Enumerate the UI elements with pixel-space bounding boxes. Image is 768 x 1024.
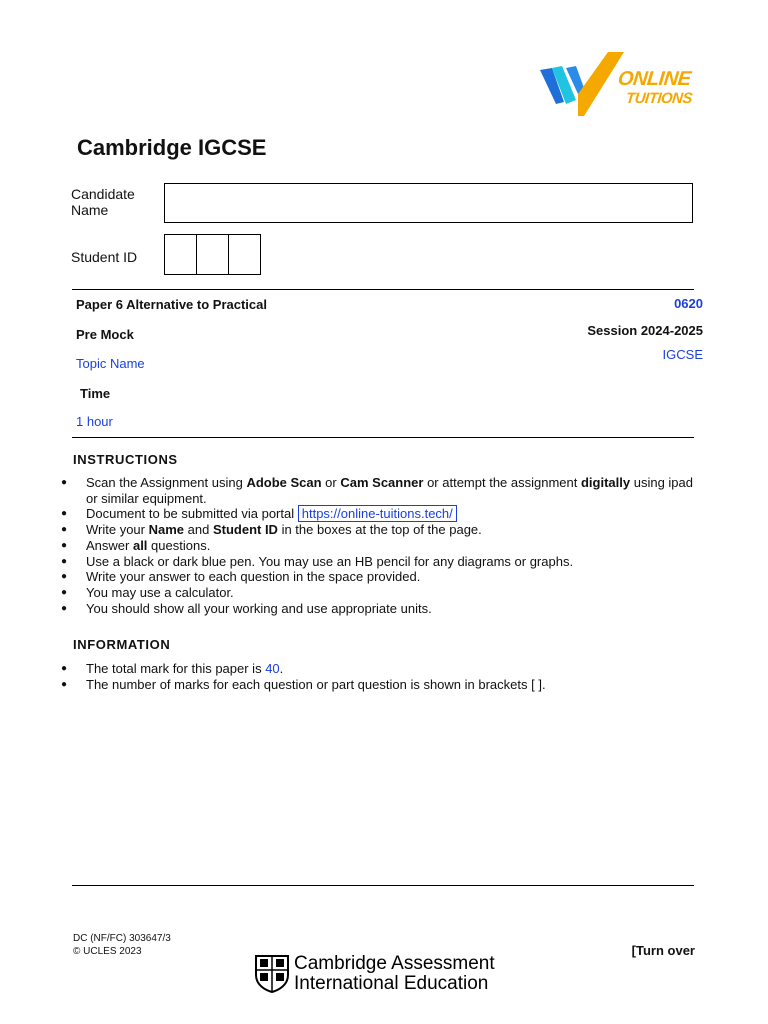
list-item: ● Answer all questions. [61, 537, 211, 553]
bullet-dot-icon: ● [61, 524, 68, 536]
brand-line-1: Cambridge Assessment [294, 953, 495, 974]
bullet-dot-icon: ● [61, 678, 68, 690]
paper-code: 0620 [674, 296, 703, 311]
list-item: ● You may use a calculator. [61, 584, 234, 600]
divider-bottom [72, 885, 694, 886]
candidate-name-field[interactable] [164, 183, 693, 223]
session-label: Session 2024-2025 [587, 323, 703, 338]
paper-title: Paper 6 Alternative to Practical [76, 297, 267, 312]
list-item: ● The number of marks for each question or part question is shown in brackets [ ]. [61, 676, 546, 692]
instructions-heading: INSTRUCTIONS [73, 452, 178, 467]
topic-name: Topic Name [76, 356, 145, 371]
candidate-name-label [71, 186, 135, 218]
student-id-box-1[interactable] [164, 234, 197, 275]
duration-value: 1 hour [76, 414, 113, 429]
student-id-box-2[interactable] [196, 234, 229, 275]
logo-line-1: ONLINE [616, 68, 692, 90]
information-list [58, 661, 698, 692]
student-id-label: Student ID [71, 249, 138, 265]
bullet-dot-icon: ● [61, 555, 68, 567]
portal-link[interactable]: https://online-tuitions.tech/ [298, 505, 457, 522]
candidate-label-line2: Name [71, 202, 109, 218]
bullet-dot-icon: ● [61, 477, 68, 488]
bullet-dot-icon: ● [61, 586, 68, 598]
list-item: ● Write your answer to each question in the space provided. [61, 569, 421, 585]
information-heading: INFORMATION [73, 637, 171, 652]
time-label: Time [80, 386, 111, 401]
bullet-dot-icon: ● [61, 663, 68, 674]
page-title: Cambridge IGCSE [77, 135, 267, 160]
logo-line-2: TUITIONS [625, 90, 693, 107]
bullet-dot-icon: ● [61, 602, 68, 614]
copyright: © UCLES 2023 [73, 946, 142, 957]
cambridge-crest-icon [255, 955, 289, 993]
list-item: ● Write your Name and Student ID in the boxes at the top of the page. [61, 522, 482, 538]
total-marks: 40 [265, 661, 280, 676]
brand-line-2: International Education [294, 973, 489, 994]
instructions-list [58, 475, 698, 616]
pre-mock-label: Pre Mock [76, 327, 134, 342]
list-item: ● Document to be submitted via portal https://online-tuitions.tech/ [58, 506, 698, 522]
document-code: DC (NF/FC) 303647/3 [73, 933, 171, 944]
divider-top [72, 289, 694, 290]
bullet-dot-icon: ● [61, 508, 68, 520]
bullet-dot-icon: ● [61, 571, 68, 583]
level-label: IGCSE [662, 347, 703, 362]
list-item: ● Scan the Assignment using Adobe Scan or Cam Scanner or attempt the assignment digitally using ipad or similar equipment. [61, 475, 693, 506]
divider-middle [72, 437, 694, 438]
turn-over-label: [Turn over [631, 943, 695, 958]
list-item: ● Use a black or dark blue pen. You may use an HB pencil for any diagrams or graphs. [61, 553, 574, 569]
online-tuitions-logo [538, 48, 693, 120]
list-item: ● The total mark for this paper is 40. [61, 661, 284, 676]
candidate-label-line1: Candidate [71, 186, 135, 202]
student-id-box-3[interactable] [228, 234, 261, 275]
list-item: ● You should show all your working and use appropriate units. [61, 600, 432, 616]
bullet-dot-icon: ● [61, 539, 68, 551]
